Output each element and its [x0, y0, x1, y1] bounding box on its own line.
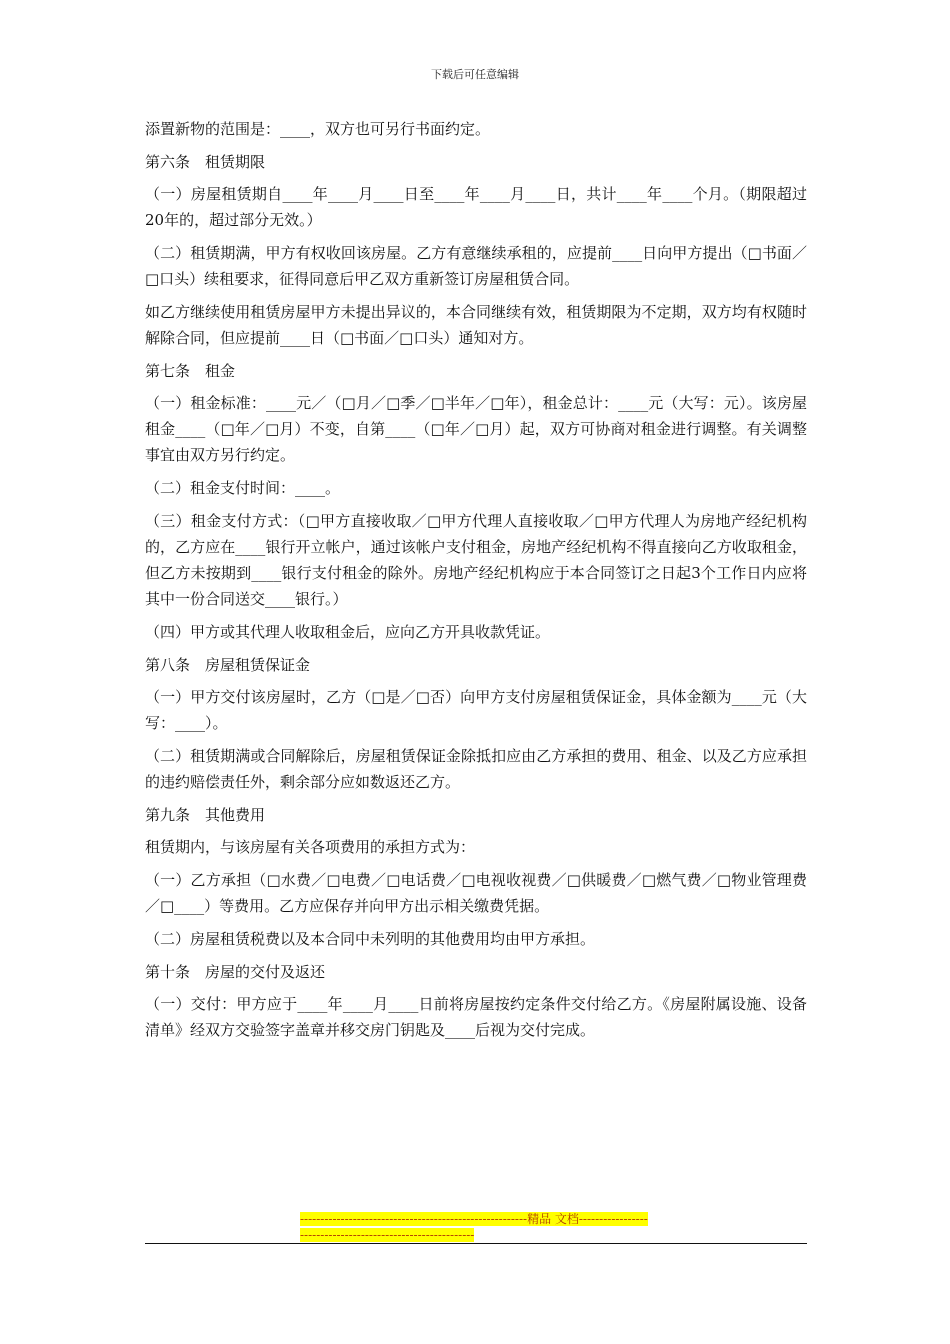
document-body: [145, 116, 807, 1050]
paragraph: （一）房屋租赁期自____年____月____日至____年____月____日，共计____年____个月。（期限超过20年的，超过部分无效。）: [145, 185, 807, 229]
paragraph: 租赁期内，与该房屋有关各项费用的承担方式为：: [145, 838, 476, 856]
paragraph: （一）乙方承担（□水费／□电费／□电话费／□电视收视费／□供暖费／□燃气费／□物业管理费／□____）等费用。乙方应保存并向甲方出示相关缴费凭据。: [145, 871, 807, 915]
paragraph: 添置新物的范围是：____，双方也可另行书面约定。: [145, 120, 491, 138]
paragraph: （二）房屋租赁税费以及本合同中未列明的其他费用均由甲方承担。: [145, 930, 596, 948]
paragraph: （三）租金支付方式：（□甲方直接收取／□甲方代理人直接收取／□甲方代理人为房地产经纪机构的，乙方应在____银行开立帐户，通过该帐户支付租金，房地产经纪机构不得直接向乙方收取租金，但乙方未按期到____银行支付租金的除外。房地产经纪机构应于本合同签订之日起3个工作日内应将其中一份合同送交____银行。）: [145, 512, 807, 608]
section-heading: 第八条 房屋租赁保证金: [145, 656, 311, 674]
section-heading: 第六条 租赁期限: [145, 153, 266, 171]
section-heading: 第九条 其他费用: [145, 806, 266, 824]
page-footer-watermark: [300, 1211, 650, 1243]
page-header: 下载后可任意编辑: [431, 68, 519, 81]
paragraph: （一）租金标准：____元／（□月／□季／□半年／□年），租金总计：____元（大写：元）。该房屋租金____（□年／□月）不变，自第____（□年／□月）起，双方可协商对租金进行调整。有关调整事宜由双方另行约定。: [145, 394, 807, 464]
paragraph: （二）租赁期满，甲方有权收回该房屋。乙方有意继续承租的，应提前____日向甲方提出（□书面／□口头）续租要求，征得同意后甲乙双方重新签订房屋租赁合同。: [145, 244, 807, 288]
footer-divider: [145, 1243, 807, 1244]
footer-text: --------------------------------------------------------精品 文档------------------------------------------------------------: [300, 1212, 648, 1242]
paragraph: （四）甲方或其代理人收取租金后，应向乙方开具收款凭证。: [145, 623, 551, 641]
paragraph: （二）租赁期满或合同解除后，房屋租赁保证金除抵扣应由乙方承担的费用、租金、以及乙方应承担的违约赔偿责任外，剩余部分应如数返还乙方。: [145, 747, 807, 791]
section-heading: 第七条 租金: [145, 362, 236, 380]
paragraph: （一）甲方交付该房屋时，乙方（□是／□否）向甲方支付房屋租赁保证金，具体金额为____元（大写：____）。: [145, 688, 807, 732]
paragraph: （二）租金支付时间：____。: [145, 479, 341, 497]
paragraph: （一）交付：甲方应于____年____月____日前将房屋按约定条件交付给乙方。《房屋附属设施、设备清单》经双方交验签字盖章并移交房门钥匙及____后视为交付完成。: [145, 995, 807, 1039]
section-heading: 第十条 房屋的交付及返还: [145, 963, 326, 981]
paragraph: 如乙方继续使用租赁房屋甲方未提出异议的，本合同继续有效，租赁期限为不定期，双方均有权随时解除合同，但应提前____日（□书面／□口头）通知对方。: [145, 303, 807, 347]
